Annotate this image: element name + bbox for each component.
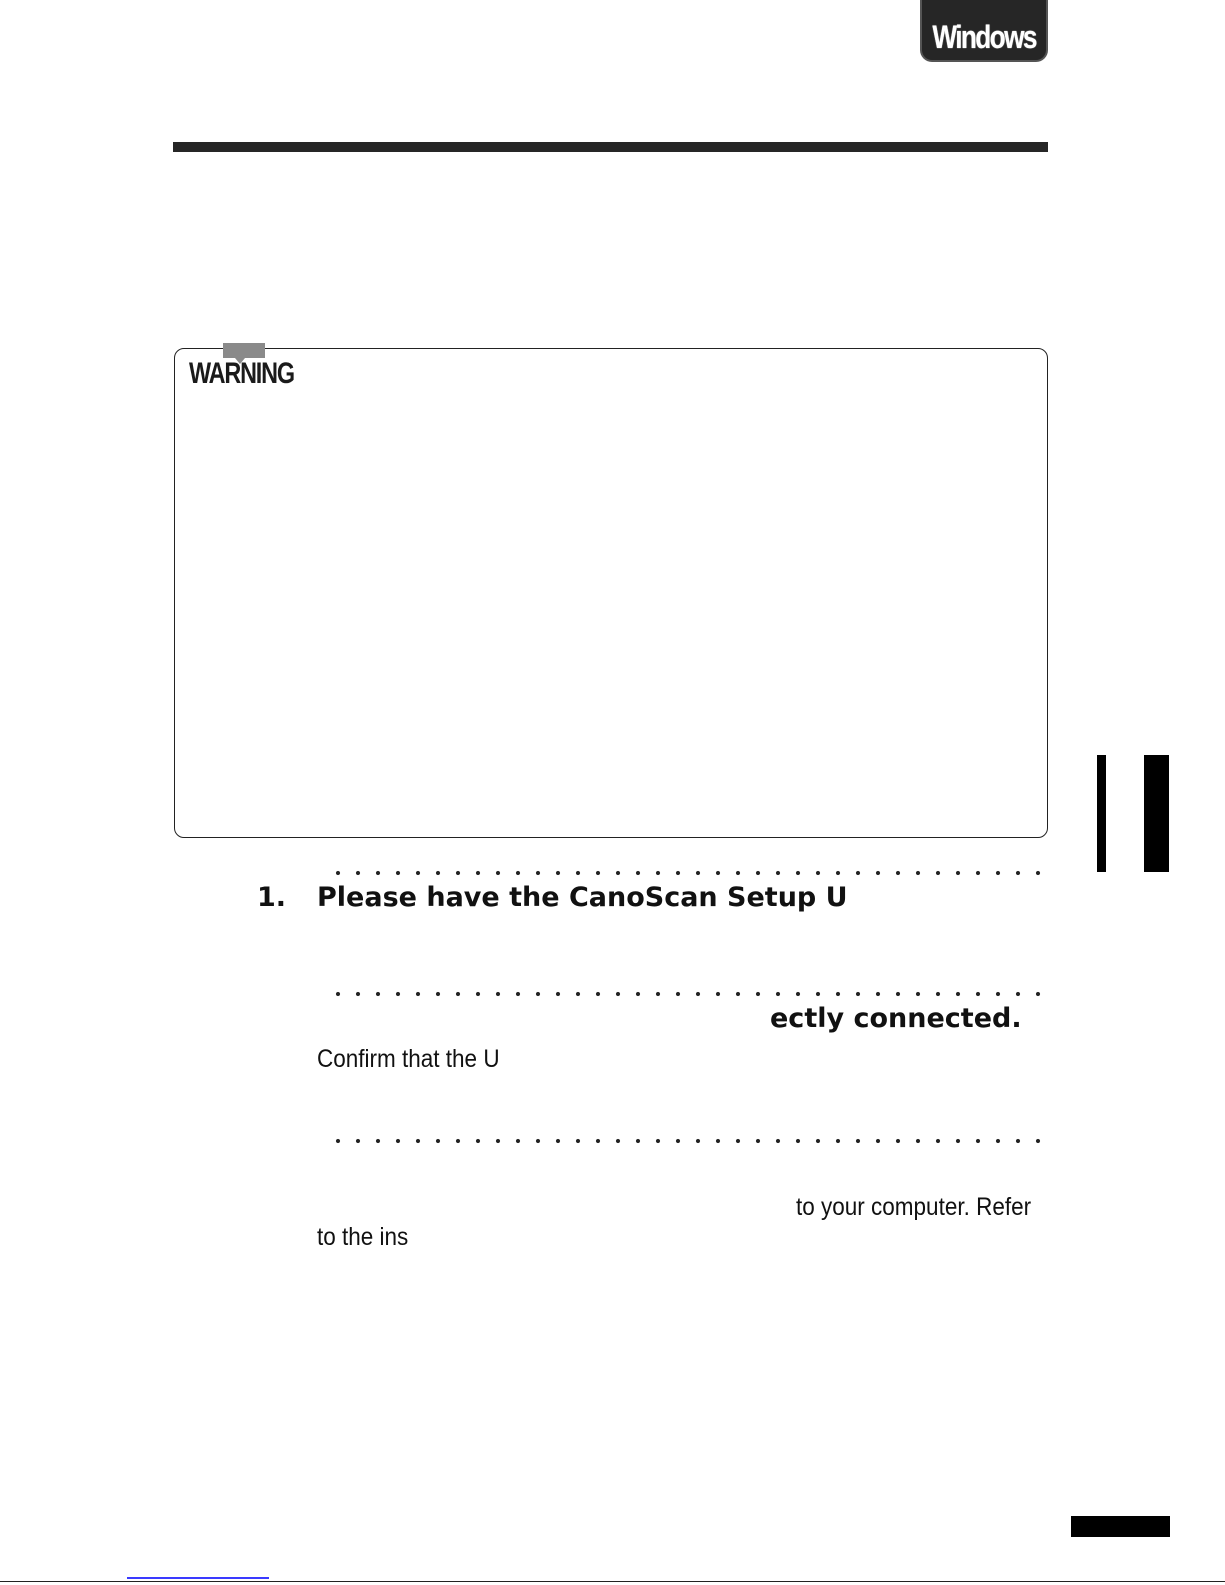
page-number-block bbox=[1071, 1516, 1170, 1537]
section-marker-thin bbox=[1097, 755, 1106, 872]
connection-heading: ectly connected. bbox=[770, 1003, 1022, 1034]
warning-box bbox=[174, 348, 1048, 838]
bottom-link[interactable] bbox=[127, 1577, 269, 1579]
bottom-rule bbox=[0, 1581, 1225, 1582]
dotted-separator-1 bbox=[328, 870, 1048, 876]
windows-section-tab bbox=[920, 0, 1048, 62]
heading-rule bbox=[173, 142, 1048, 152]
warning-tab-icon bbox=[223, 343, 265, 358]
step-number: 1. bbox=[257, 882, 287, 913]
dotted-separator-3 bbox=[328, 1138, 1048, 1144]
section-marker-thick bbox=[1144, 755, 1169, 872]
step-title: Please have the CanoScan Setup U bbox=[317, 882, 848, 913]
instructions-text: to the ins bbox=[317, 1223, 409, 1251]
windows-tab-label: Windows bbox=[932, 18, 1036, 55]
dotted-separator-2 bbox=[328, 991, 1048, 997]
refer-text: to your computer. Refer bbox=[796, 1193, 1032, 1221]
warning-label: WARNING bbox=[189, 357, 294, 390]
confirm-text: Confirm that the U bbox=[317, 1045, 500, 1073]
